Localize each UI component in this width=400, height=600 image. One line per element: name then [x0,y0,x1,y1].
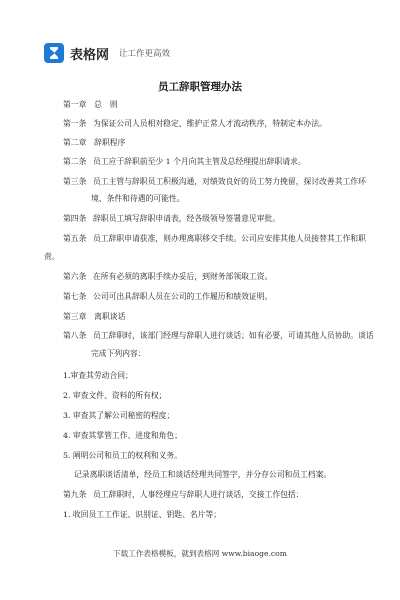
article-number: 第一条 [63,119,87,128]
record-note: 记录离职谈话清单，经员工和谈话经理共同签字，并分存公司和员工档案。 [74,470,332,479]
list-item: 5. 阐明公司和员工的权利和义务。 [63,451,183,460]
list-item: 2. 审查文件、资料的所有权； [63,391,167,400]
article-4 [63,213,280,224]
site-header [44,40,170,66]
brand-slogan: 让工作更高效 [119,49,171,59]
article-number: 第六条 [63,272,87,281]
article-number: 第九条 [63,490,87,499]
list-item: 3. 审查其了解公司秘密的程度； [63,411,175,420]
article-8-continued: 完成下列内容： [91,349,146,358]
article-text: 为保证公司人员相对稳定、维护正常人才流动秩序，特制定本办法。 [93,119,327,128]
article-2 [63,156,306,167]
brand-name: 表格网 [70,47,110,63]
article-number: 第八条 [63,331,87,340]
document-title: 员工辞职管理办法 [158,81,242,93]
article-3-continued: 境、条件和待遇的可能性。 [91,194,185,203]
list-item: 4. 审查其掌管工作、进度和角色； [63,431,183,440]
article-text: 员工辞职申请获准，则办理离职移交手续。公司应安排其他人员接替其工作和职 [93,234,366,243]
article-text: 员工应于辞职前至少 1 个月向其主管及总经理提出辞职请求。 [93,157,306,166]
article-number: 第三条 [63,177,87,186]
article-8 [63,330,374,341]
article-text: 在所有必须的离职手续办妥后，到财务部领取工资。 [93,272,273,281]
article-text: 员工主管与辞职员工积极沟通，对绩效良好的员工努力挽留，探讨改善其工作环 [93,177,366,186]
article-3 [63,176,366,187]
article-number: 第二条 [63,157,87,166]
list-item: 1.审查其劳动合同； [63,371,133,380]
chapter-heading: 第一章 总 则 [63,100,118,109]
article-9 [63,489,304,500]
article-6 [63,271,272,282]
article-number: 第七条 [63,292,87,301]
article-text: 辞职员工填写辞职申请表，经各级领导签署意见审批。 [93,214,281,223]
article-text: 员工辞职时，人事经理应与辞职人进行谈话，交接工作包括： [93,490,304,499]
article-7 [63,291,272,302]
list-item: 1. 收回员工工作证、识别证、钥匙、名片等； [63,510,222,519]
chapter-heading: 第二章 辞职程序 [63,138,126,147]
article-number: 第五条 [63,234,87,243]
article-5 [63,233,366,244]
chapter-heading: 第三章 离职谈话 [63,312,126,321]
logo-icon [44,43,64,63]
article-text: 公司可出具辞职人员在公司的工作履历和绩效证明。 [93,292,273,301]
article-number: 第四条 [63,214,87,223]
page-footer: 下载工作表格模板，就到表格网 www.biaoge.com [113,549,287,558]
article-5-continued: 责。 [44,252,60,261]
article-text: 员工辞职时，该部门经理与辞职人进行谈话；如有必要，可请其他人员协助。谈话 [93,331,374,340]
article-1 [63,118,327,129]
